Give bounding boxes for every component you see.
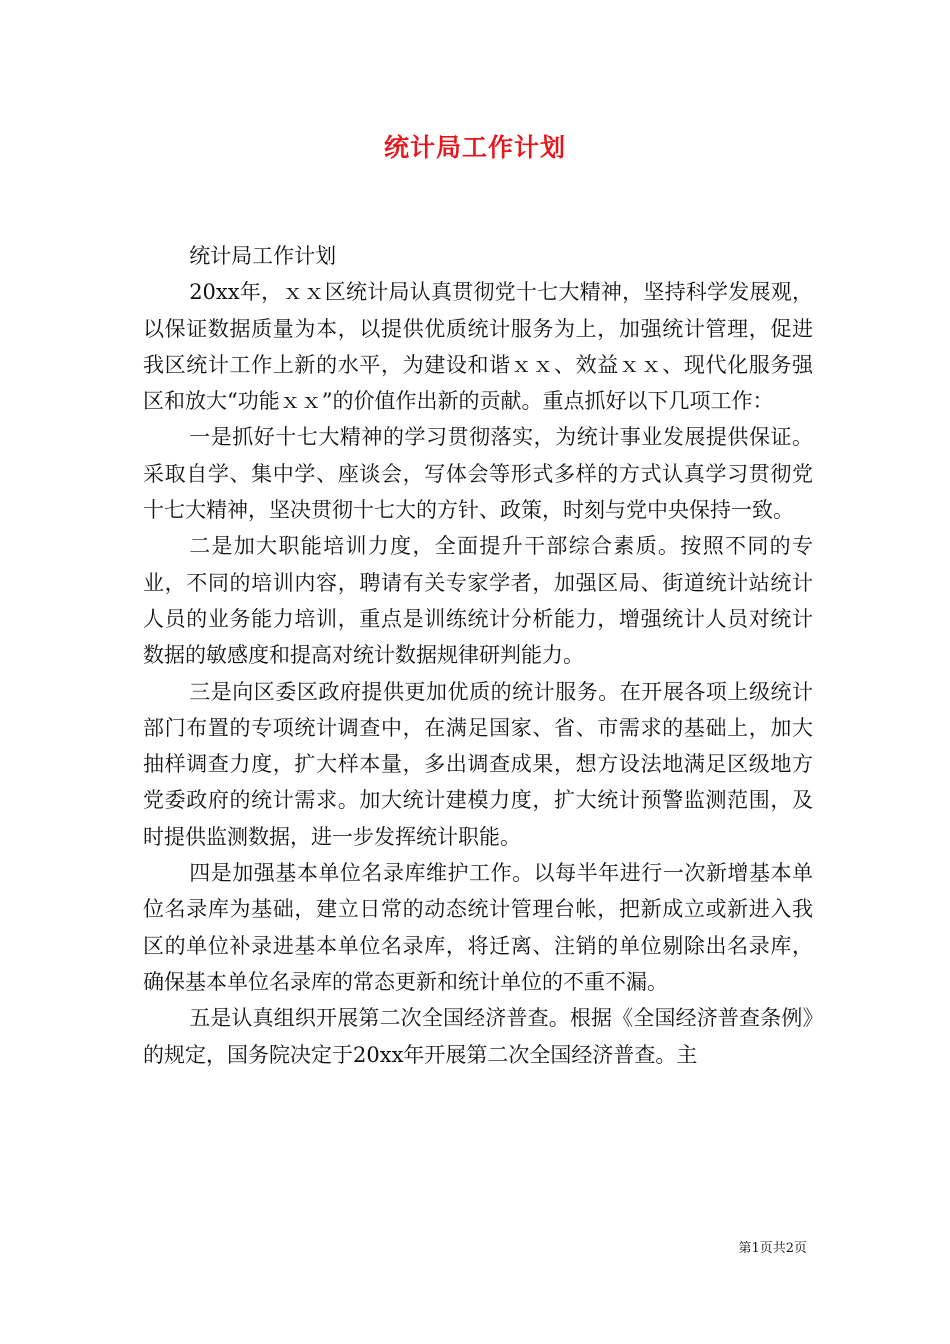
paragraph-item-2: 二是加大职能培训力度，全面提升干部综合素质。按照不同的专业，不同的培训内容，聘请有关专家学者，加强区局、街道统计站统计人员的业务能力培训，重点是训练统计分析能力，增强统计人员对统计数据的敏感度和提高对统计数据规律研判能力。 <box>143 534 813 668</box>
paragraph-intro: 20xx年，ｘｘ区统计局认真贯彻党十七大精神，坚持科学发展观，以保证数据质量为本，以提供优质统计服务为上，加强统计管理，促进我区统计工作上新的水平，为建设和谐ｘｘ、效益ｘｘ、现代化服务强区和放大“功能ｘｘ”的价值作出新的贡献。重点抓好以下几项工作： <box>143 280 813 414</box>
paragraph-item-3: 三是向区委区政府提供更加优质的统计服务。在开展各项上级统计部门布置的专项统计调查中，在满足国家、省、市需求的基础上，加大抽样调查力度，扩大样本量，多出调查成果，想方设法地满足区级地方党委政府的统计需求。加大统计建模力度，扩大统计预警监测范围，及时提供监测数据，进一步发挥统计职能。 <box>143 679 813 849</box>
paragraph-item-4: 四是加强基本单位名录库维护工作。以每半年进行一次新增基本单位名录库为基础，建立日常的动态统计管理台帐，把新成立或新进入我区的单位补录进基本单位名录库，将迁离、注销的单位剔除出名录库，确保基本单位名录库的常态更新和统计单位的不重不漏。 <box>143 861 813 994</box>
paragraph-item-1: 一是抓好十七大精神的学习贯彻落实，为统计事业发展提供保证。采取自学、集中学、座谈会，写体会等形式多样的方式认真学习贯彻党十七大精神，坚决贯彻十七大的方针、政策，时刻与党中央保持一致。 <box>143 425 813 523</box>
document-body <box>143 238 813 1073</box>
paragraph-item-5: 五是认真组织开展第二次全国经济普查。根据《全国经济普查条例》的规定，国务院决定于20xx年开展第二次全国经济普查。主 <box>143 1006 813 1067</box>
page-number: 第1页共2页 <box>738 1241 807 1256</box>
document-subtitle: 统计局工作计划 <box>189 244 337 268</box>
document-title: 统计局工作计划 <box>383 133 566 162</box>
